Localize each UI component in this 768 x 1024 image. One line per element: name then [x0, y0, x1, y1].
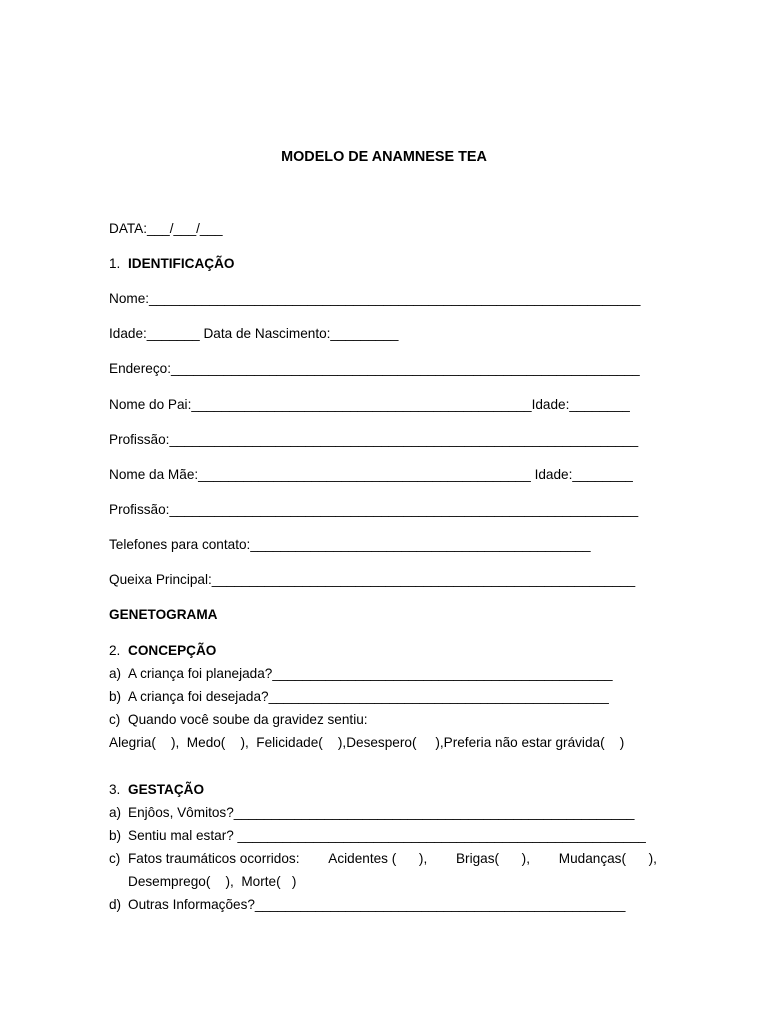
section-number: 3. [109, 782, 121, 797]
date-field[interactable]: DATA:___/___/___ [109, 221, 223, 236]
desemprego-morte-options[interactable]: Desemprego( ), Morte( ) [128, 874, 297, 889]
section-number: 1. [109, 256, 121, 271]
queixa-principal-field[interactable]: Queixa Principal:________________________________________________________ [109, 572, 636, 587]
profissao-mae-field[interactable]: Profissão:______________________________________________________________ [109, 502, 639, 517]
desejada-field[interactable] [109, 689, 609, 705]
planejada-field[interactable] [109, 666, 613, 682]
fatos-traumaticos-options[interactable] [128, 851, 657, 867]
nome-pai-field[interactable]: Nome do Pai:_____________________________________________Idade:________ [109, 397, 630, 412]
section-identificacao-heading [109, 256, 234, 272]
section-concepcao-heading [109, 643, 216, 659]
item-text: Sentiu mal estar? ______________________________________________________ [128, 828, 646, 843]
item-label: b) [109, 689, 122, 704]
section-gestacao-heading [109, 782, 204, 798]
item-label: c) [109, 712, 121, 727]
document-title: MODELO DE ANAMNESE TEA [281, 149, 487, 165]
section-title: CONCEPÇÃO [128, 643, 217, 658]
brigas-option[interactable]: Brigas( ), [455, 851, 530, 866]
item-label: d) [109, 897, 122, 912]
telefones-field[interactable]: Telefones para contato:_____________________________________________ [109, 537, 591, 552]
genetograma-heading: GENETOGRAMA [109, 607, 218, 622]
idade-nascimento-field[interactable]: Idade:_______ Data de Nascimento:_________ [109, 326, 399, 341]
outras-informacoes-field[interactable] [109, 897, 625, 913]
acidentes-option[interactable]: Acidentes ( ), [328, 851, 428, 866]
feelings-options[interactable]: Alegria( ), Medo( ), Felicidade( ),Desespero( ),Preferia não estar grávida( ) [109, 735, 625, 750]
item-text: Enjôos, Vômitos?_____________________________________________________ [128, 805, 635, 820]
item-label: a) [109, 666, 122, 681]
section-title: IDENTIFICAÇÃO [128, 256, 235, 271]
profissao-pai-field[interactable]: Profissão:______________________________________________________________ [109, 432, 639, 447]
item-label: a) [109, 805, 122, 820]
endereco-field[interactable]: Endereço:______________________________________________________________ [109, 361, 640, 376]
nome-mae-field[interactable]: Nome da Mãe:____________________________________________ Idade:________ [109, 467, 633, 482]
enjoos-field[interactable] [109, 805, 634, 821]
mudancas-option[interactable]: Mudanças( ), [558, 851, 657, 866]
section-title: GESTAÇÃO [128, 782, 205, 797]
item-label: b) [109, 828, 122, 843]
item-text: Quando você soube da gravidez sentiu: [128, 712, 368, 727]
item-text: Outras Informações?_________________________________________________ [128, 897, 626, 912]
item-label-c: c) [109, 851, 121, 866]
item-text: A criança foi desejada?_____________________________________________ [128, 689, 609, 704]
nome-field[interactable]: Nome:_________________________________________________________________ [109, 291, 641, 306]
gravidez-question [109, 712, 368, 728]
mal-estar-field[interactable] [109, 828, 646, 844]
section-number: 2. [109, 643, 121, 658]
fatos-label: Fatos traumáticos ocorridos: [128, 851, 300, 866]
item-text: A criança foi planejada?_____________________________________________ [128, 666, 613, 681]
